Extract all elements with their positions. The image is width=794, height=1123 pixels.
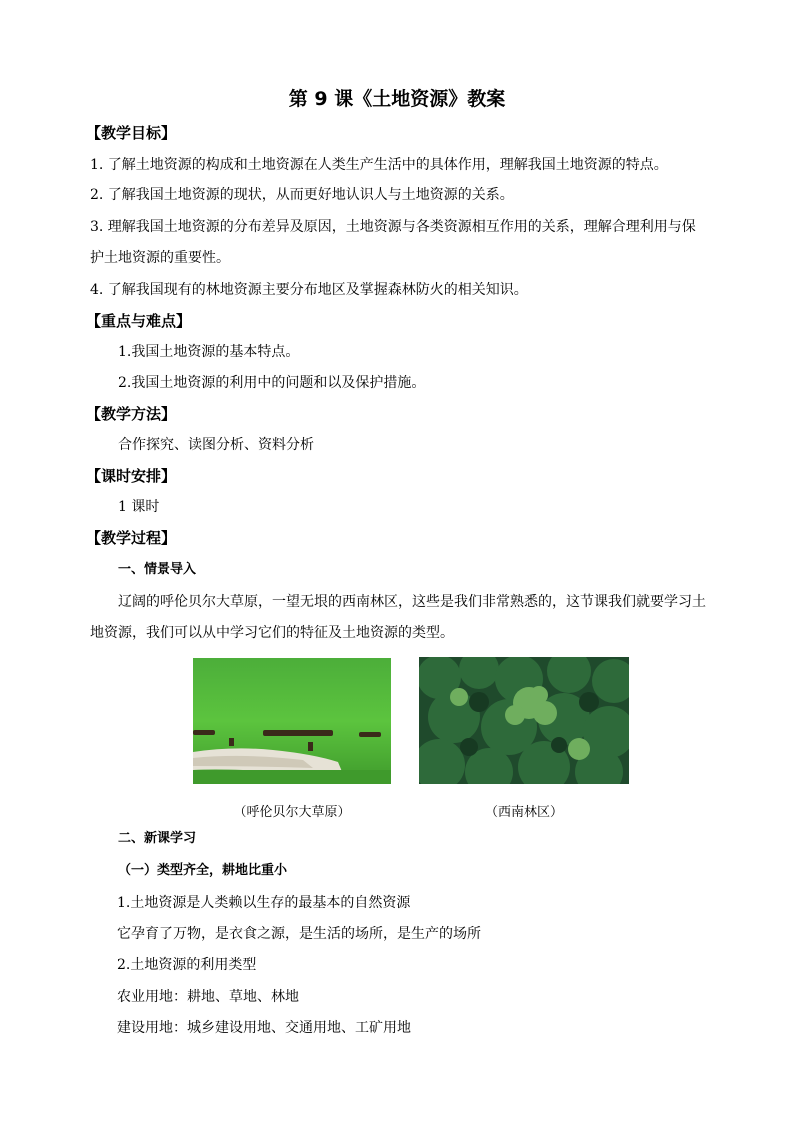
content-line-1: 1.土地资源是人类赖以生存的最基本的自然资源 xyxy=(117,895,411,911)
key-point-2: 2.我国土地资源的利用中的问题和以及保护措施。 xyxy=(118,375,426,391)
schedule-text: 1 课时 xyxy=(118,499,160,515)
forest-caption: （西南林区） xyxy=(484,805,563,820)
grassland-caption: （呼伦贝尔大草原） xyxy=(233,805,351,820)
content-line-5: 建设用地：城乡建设用地、交通用地、工矿用地 xyxy=(117,1020,411,1036)
new-lesson-title: 二、新课学习 xyxy=(118,831,197,846)
key-points-heading: 【重点与难点】 xyxy=(86,312,192,330)
goal-item-3: 3. 理解我国土地资源的分布差异及原因，土地资源与各类资源相互作用的关系，理解合理利用与保 xyxy=(90,219,696,235)
goals-heading: 【教学目标】 xyxy=(86,124,177,142)
content-line-4: 农业用地：耕地、草地、林地 xyxy=(117,989,299,1005)
intro-line-2: 地资源，我们可以从中学习它们的特征及土地资源的类型。 xyxy=(90,625,454,641)
part1-title: （一）类型齐全，耕地比重小 xyxy=(118,863,288,878)
grassland-photo xyxy=(193,658,391,784)
schedule-heading: 【课时安排】 xyxy=(86,467,177,485)
goal-item-2: 2. 了解我国土地资源的现状，从而更好地认识人与土地资源的关系。 xyxy=(90,187,514,203)
methods-text: 合作探究、读图分析、资料分析 xyxy=(118,437,314,453)
methods-heading: 【教学方法】 xyxy=(86,405,177,423)
intro-line-1: 辽阔的呼伦贝尔大草原，一望无垠的西南林区，这些是我们非常熟悉的，这节课我们就要学习土 xyxy=(118,594,706,610)
intro-title: 一、情景导入 xyxy=(118,562,197,577)
goal-item-1: 1. 了解土地资源的构成和土地资源在人类生产生活中的具体作用，理解我国土地资源的特点。 xyxy=(90,157,668,173)
page-title: 第 9 课《土地资源》教案 xyxy=(288,88,506,110)
process-heading: 【教学过程】 xyxy=(86,529,177,547)
content-line-2: 它孕育了万物，是衣食之源，是生活的场所，是生产的场所 xyxy=(117,926,481,942)
key-point-1: 1.我国土地资源的基本特点。 xyxy=(118,344,300,360)
goal-item-3-cont: 护土地资源的重要性。 xyxy=(90,250,230,266)
content-line-3: 2.土地资源的利用类型 xyxy=(117,957,257,973)
forest-photo xyxy=(419,657,629,784)
goal-item-4: 4. 了解我国现有的林地资源主要分布地区及掌握森林防火的相关知识。 xyxy=(90,282,528,298)
